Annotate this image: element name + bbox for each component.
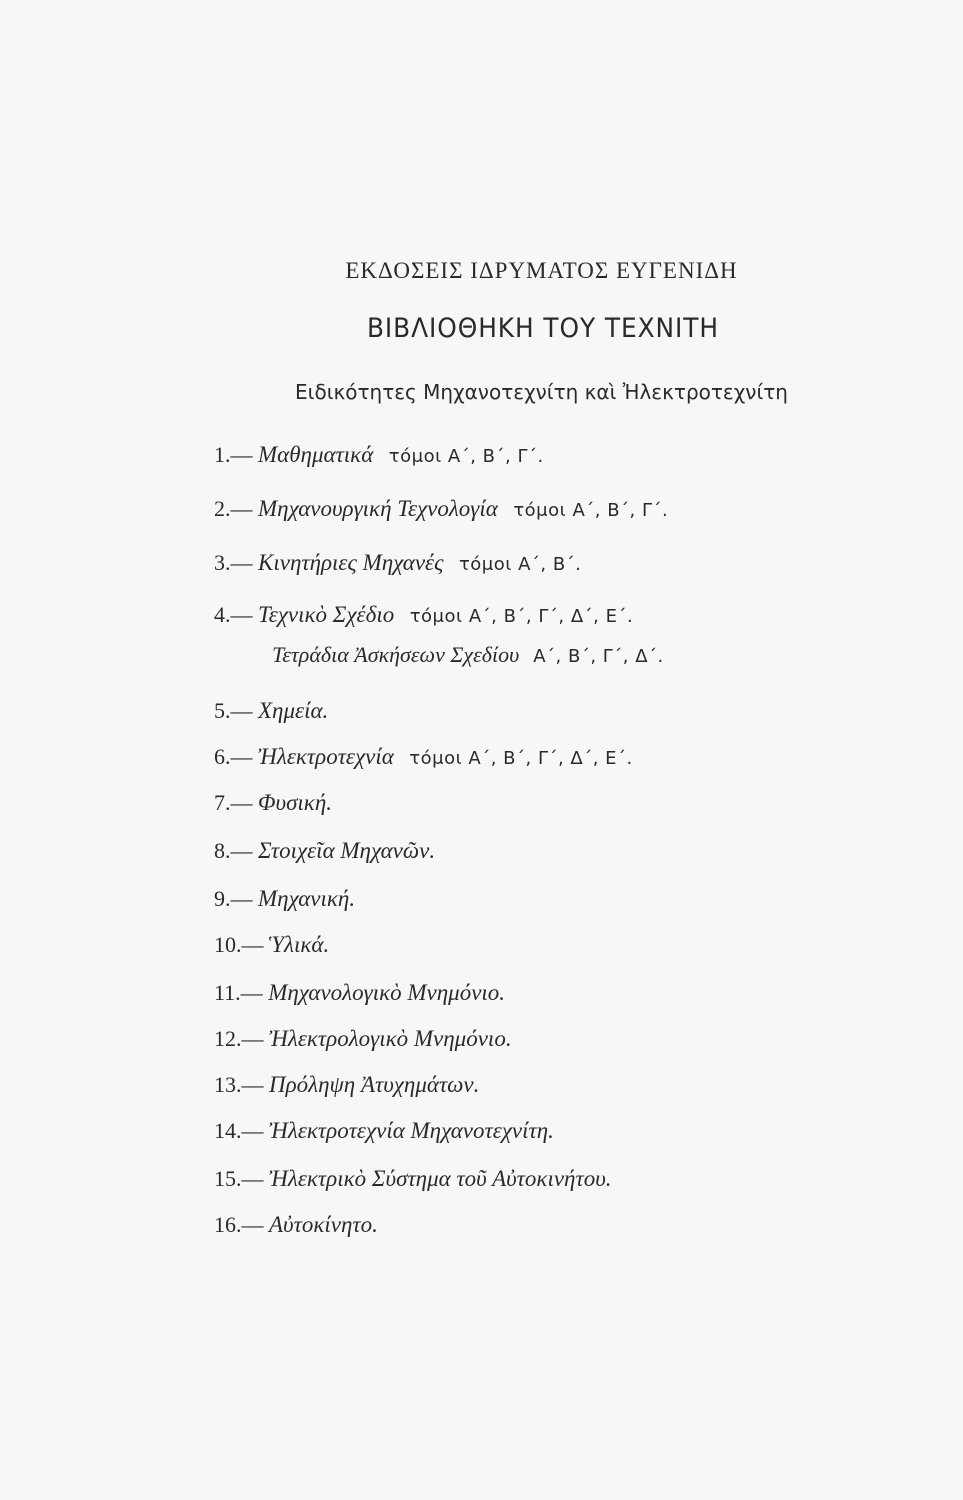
- specialties-subtitle: Ειδικότητες Μηχανοτεχνίτη καὶ Ἠλεκτροτεχνίτη: [295, 380, 788, 404]
- book-title: Μηχανική.: [258, 886, 356, 911]
- list-item: [214, 600, 633, 632]
- item-number: 9.—: [214, 886, 253, 911]
- item-number: 8.—: [214, 838, 253, 863]
- book-title: Ὑλικά.: [269, 932, 330, 957]
- book-title: Μαθηματικά: [258, 442, 374, 467]
- list-item: [214, 1070, 489, 1102]
- list-item: [214, 742, 633, 774]
- book-title: Ἠλεκτροτεχνία Μηχανοτεχνίτη.: [269, 1118, 554, 1143]
- list-item: [214, 978, 515, 1010]
- item-number: 12.—: [214, 1026, 264, 1051]
- item-number: 7.—: [214, 790, 253, 815]
- item-number: 4.—: [214, 602, 253, 627]
- sub-item-title: Τετράδια Ἀσκήσεων Σχεδίου: [272, 642, 520, 667]
- item-number: 10.—: [214, 932, 264, 957]
- item-number: 16.—: [214, 1212, 264, 1237]
- book-title: Κινητήριες Μηχανές: [258, 550, 444, 575]
- book-volumes: τόμοι Α΄, Β΄, Γ΄, Δ΄, Ε΄.: [409, 748, 633, 769]
- book-title: Τεχνικὸ Σχέδιο: [258, 602, 395, 627]
- list-item: [214, 548, 581, 580]
- list-item: [214, 1164, 622, 1196]
- item-number: 15.—: [214, 1166, 264, 1191]
- list-item: [214, 836, 445, 868]
- list-item: [214, 1024, 522, 1056]
- book-title: Μηχανολογικὸ Μνημόνιο.: [268, 980, 506, 1005]
- series-title: ΒΙΒΛΙΟΘΗΚΗ ΤΟΥ ΤΕΧΝΙΤΗ: [366, 313, 720, 344]
- publisher-heading: ΕΚΔΟΣΕΙΣ ΙΔΡΥΜΑΤΟΣ ΕΥΓΕΝΙΔΗ: [345, 258, 738, 283]
- book-title: Ἠλεκτροτεχνία: [258, 744, 394, 769]
- list-item: [214, 884, 365, 916]
- book-title: Χημεία.: [258, 698, 329, 723]
- book-volumes: τόμοι Α΄, Β΄.: [458, 554, 582, 575]
- book-volumes: τόμοι Α΄, Β΄, Γ΄.: [513, 500, 669, 521]
- book-volumes: τόμοι Α΄, Β΄, Γ΄.: [388, 446, 544, 467]
- list-item: [214, 788, 342, 820]
- book-title: Μηχανουργική Τεχνολογία: [258, 496, 498, 521]
- book-title: Πρόληψη Ἀτυχημάτων.: [269, 1072, 480, 1097]
- list-item: [214, 1210, 388, 1242]
- sub-item-volumes: Α΄, Β΄, Γ΄, Δ΄.: [533, 646, 664, 667]
- item-number: 3.—: [214, 550, 253, 575]
- book-title: Ἠλεκτρικὸ Σύστημα τοῦ Αὐτοκινήτου.: [269, 1166, 612, 1191]
- item-number: 13.—: [214, 1072, 264, 1097]
- item-number: 1.—: [214, 442, 253, 467]
- item-number: 6.—: [214, 744, 253, 769]
- list-item: [214, 696, 338, 728]
- book-title: Αὐτοκίνητο.: [269, 1212, 378, 1237]
- item-number: 2.—: [214, 496, 253, 521]
- sub-list-item: [272, 640, 664, 673]
- book-volumes: τόμοι Α΄, Β΄, Γ΄, Δ΄, Ε΄.: [409, 606, 634, 627]
- item-number: 14.—: [214, 1118, 264, 1143]
- list-item: [214, 440, 544, 472]
- book-title: Στοιχεῖα Μηχανῶν.: [258, 838, 436, 863]
- list-item: [214, 494, 668, 526]
- item-number: 5.—: [214, 698, 253, 723]
- item-number: 11.—: [214, 980, 263, 1005]
- book-title: Φυσική.: [258, 790, 332, 815]
- list-item: [214, 1116, 564, 1148]
- book-title: Ἠλεκτρολογικὸ Μνημόνιο.: [269, 1026, 512, 1051]
- list-item: [214, 930, 339, 962]
